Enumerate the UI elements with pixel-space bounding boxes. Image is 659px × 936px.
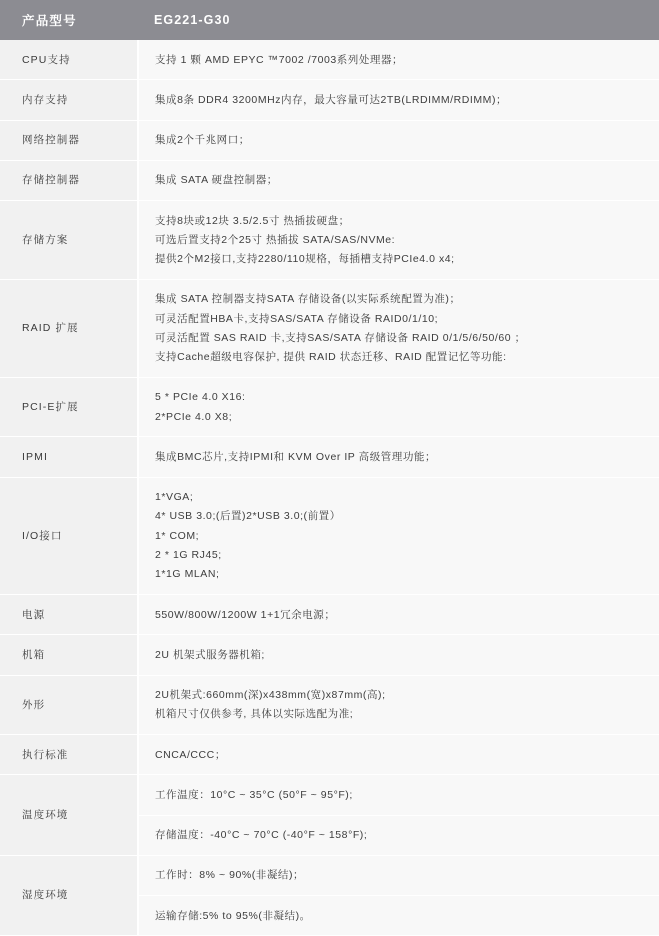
table-row [0,635,659,675]
spec-value [138,437,659,477]
spec-value-line: 1* COM; [155,529,200,542]
spec-value [138,635,659,675]
spec-value-line: 550W/800W/1200W 1+1冗余电源； [155,608,336,621]
spec-value [138,775,659,815]
spec-value-line: 4* USB 3.0;(后置)2*USB 3.0;(前置） [155,510,341,523]
table-row [0,437,659,477]
spec-value [138,40,659,80]
spec-value [138,735,659,775]
spec-value-line: 1*1G MLAN; [155,568,220,581]
spec-value [138,160,659,200]
table-row [0,160,659,200]
spec-value-line: 2*PCIe 4.0 X8; [155,410,233,423]
table-row [0,735,659,775]
spec-label: RAID 扩展 [0,279,138,377]
table-row [0,855,659,895]
spec-label: IPMI [0,437,138,477]
spec-label: 内存支持 [0,80,138,120]
spec-value [138,477,659,594]
spec-value-line: 可灵活配置HBA卡,支持SAS/SATA 存储设备 RAID0/1/10; [155,312,439,325]
spec-value-line: 1*VGA; [155,491,194,504]
spec-value-line: 工作温度：10°C ~ 35°C (50°F ~ 95°F); [155,788,353,801]
spec-value-line: 可灵活配置 SAS RAID 卡,支持SAS/SATA 存储设备 RAID 0/1/5/6/50/60 ； [155,331,526,344]
table-row [0,377,659,437]
spec-value [138,279,659,377]
spec-value-line: 集成8条 DDR4 3200MHz内存，最大容量可达2TB(LRDIMM/RDIMM)； [155,93,508,106]
table-row [0,675,659,735]
spec-value-line: 运输存储:5% to 95%(非凝结)。 [155,909,311,922]
spec-label: I/O接口 [0,477,138,594]
table-row [0,120,659,160]
spec-value [138,855,659,895]
spec-value-line: 工作时：8% ~ 90%(非凝结)； [155,869,305,882]
header-label-cell: 产品型号 [0,0,138,40]
spec-value-line: 支持 1 颗 AMD EPYC ™7002 /7003系列处理器； [155,53,404,66]
spec-value-line: 可选后置支持2个25寸 热插拔 SATA/SAS/NVMe: [155,233,396,246]
spec-value [138,201,659,280]
spec-label: 存储方案 [0,201,138,280]
spec-label: CPU支持 [0,40,138,80]
spec-value-line: 支持8块或12块 3.5/2.5寸 热插拔硬盘； [155,214,350,227]
header-model-cell: EG221-G30 [138,0,659,40]
spec-value-line: 集成BMC芯片,支持IPMI和 KVM Over IP 高级管理功能； [155,450,436,463]
spec-value [138,80,659,120]
spec-label: 湿度环境 [0,855,138,935]
spec-value-line: 支持Cache超级电容保护, 提供 RAID 状态迁移、RAID 配置记忆等功能: [155,351,507,364]
spec-value [138,595,659,635]
table-row [0,80,659,120]
table-header-row [0,0,659,40]
table-row [0,40,659,80]
spec-value-line: 5 * PCIe 4.0 X16: [155,391,246,404]
table-row [0,477,659,594]
spec-value-line: 提供2个M2接口,支持2280/110规格，每插槽支持PCIe4.0 x4; [155,253,455,266]
spec-value-line: 2U 机架式服务器机箱; [155,648,265,661]
spec-label: 存储控制器 [0,160,138,200]
spec-value-line: 集成2个千兆网口； [155,134,250,147]
table-row [0,595,659,635]
spec-value [138,815,659,855]
spec-value [138,120,659,160]
spec-value-line: 2U机架式:660mm(深)x438mm(宽)x87mm(高); [155,689,386,702]
spec-value-line: 集成 SATA 硬盘控制器； [155,174,278,187]
spec-label: 外形 [0,675,138,735]
spec-label: 网络控制器 [0,120,138,160]
spec-value-line: 2 * 1G RJ45; [155,549,222,562]
spec-label: 执行标准 [0,735,138,775]
spec-value-line: 集成 SATA 控制器支持SATA 存储设备(以实际系统配置为准)； [155,293,461,306]
spec-value [138,896,659,936]
spec-label: PCI-E扩展 [0,377,138,437]
spec-value [138,377,659,437]
spec-label: 电源 [0,595,138,635]
spec-value [138,675,659,735]
spec-value-line: 存储温度：-40°C ~ 70°C (-40°F ~ 158°F); [155,829,368,842]
table-row [0,201,659,280]
spec-value-line: 机箱尺寸仅供参考, 具体以实际选配为准; [155,708,354,721]
spec-label: 温度环境 [0,775,138,856]
table-row [0,775,659,815]
spec-label: 机箱 [0,635,138,675]
spec-value-line: CNCA/CCC； [155,748,226,761]
table-row [0,279,659,377]
